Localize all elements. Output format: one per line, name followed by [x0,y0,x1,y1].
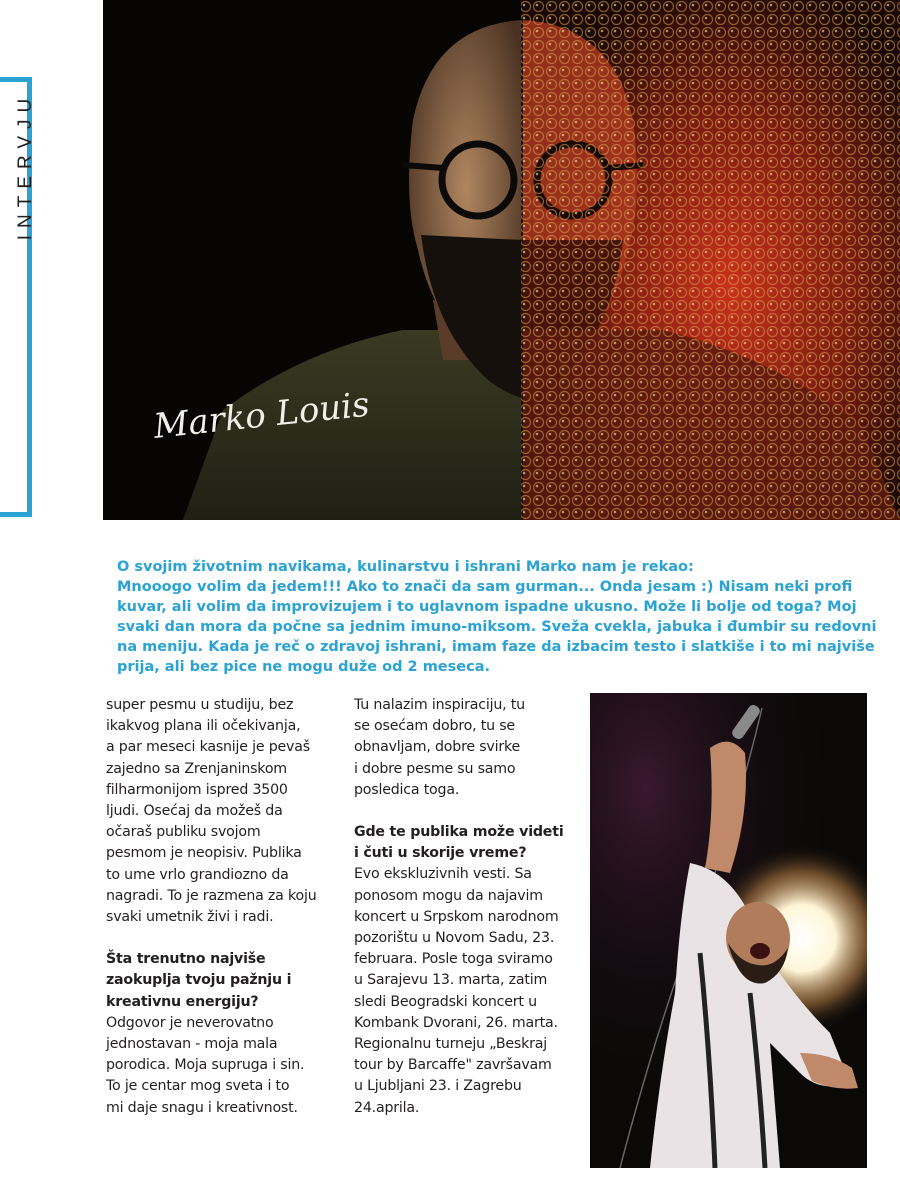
body-line: jednostavan - moja mala [106,1036,278,1053]
body-line: Kombank Dvorani, 26. marta. [354,1014,558,1031]
body-line: se osećam dobro, tu se [354,718,515,735]
hero-photo [103,0,900,520]
body-line: to ume vrlo grandiozno da [106,866,289,883]
body-line: porodica. Moja supruga i sin. [106,1057,305,1074]
body-line: Tu nalazim inspiraciju, tu [354,697,525,713]
body-line: zajedno sa Zrenjaninskom [106,760,287,777]
question-line: Šta trenutno najviše [106,951,266,968]
body-line: Odgovor je neverovatno [106,1014,274,1031]
article-column-2 [354,695,584,1119]
body-line: pesmom je neopisiv. Publika [106,845,302,862]
body-line: svaki umetnik živi i radi. [106,909,274,926]
singer-illustration [590,693,867,1168]
body-line: u Ljubljani 23. i Zagrebu [354,1078,522,1095]
interview-question [354,822,584,864]
body-line: sledi Beogradski koncert u [354,993,537,1010]
body-line: a par meseci kasnije je pevaš [106,739,310,756]
concert-photo [590,693,867,1168]
body-line: posledica toga. [354,781,460,798]
body-line: 24.aprila. [354,1099,420,1116]
body-line: super pesmu u studiju, bez [106,697,294,713]
body-line: ponosom mogu da najavim [354,887,543,904]
question-line: Gde te publika može videti [354,824,564,841]
intro-line: kuvar, ali volim da improvizujem i to uglavnom ispadne ukusno. Može li bolje od toga? Moj [117,599,857,615]
question-line: kreativnu energiju? [106,993,259,1010]
intro-line: Mnooogo volim da jedem!!! Ako to znači da sam gurman... Onda jesam :) Nisam neki profi [117,579,853,595]
body-line: u Sarajevu 13. marta, zatim [354,972,548,989]
intro-line: na meniju. Kada je reč o zdravoj ishrani, imam faze da izbacim testo i slatkiše i to mi najviše [117,639,875,655]
body-line: To je centar mog sveta i to [106,1078,290,1095]
body-line: pozorištu u Novom Sadu, 23. [354,930,555,947]
article-column-1 [106,695,334,1119]
body-line: filharmonijom ispred 3500 [106,781,288,798]
intro-line: O svojim životnim navikama, kulinarstvu i ishrani Marko nam je rekao: [117,559,694,575]
body-line: Evo ekskluzivnih vesti. Sa [354,866,532,883]
question-line: i čuti u skorije vreme? [354,845,527,862]
intro-line: svaki dan mora da počne sa jednim imuno-miksom. Sveža cvekla, jabuka i đumbir su redovni [117,619,877,635]
section-label-text: INTERVJU [15,91,36,241]
intro-text [117,557,897,677]
body-line: obnavljam, dobre svirke [354,739,521,756]
body-line: Regionalnu turneju „Beskraj [354,1036,547,1053]
body-line: ljudi. Osećaj da možeš da [106,803,283,820]
body-line: tour by Barcaffe" završavam [354,1057,552,1074]
body-line: i dobre pesme su samo [354,760,516,777]
signature: Marko Louis [151,384,372,447]
body-line: koncert u Srpskom narodnom [354,908,559,925]
body-line: februara. Posle toga sviramo [354,951,553,968]
interview-question [106,949,334,1013]
question-line: zaokuplja tvoju pažnju i [106,972,292,989]
body-line: mi daje snagu i kreativnost. [106,1099,298,1116]
body-line: nagradi. To je razmena za koju [106,887,317,904]
portrait-illustration [103,0,900,520]
body-line: očaraš publiku svojom [106,824,261,841]
body-line: ikakvog plana ili očekivanja, [106,718,301,735]
intro-line: prija, ali bez pice ne mogu duže od 2 meseca. [117,659,490,675]
